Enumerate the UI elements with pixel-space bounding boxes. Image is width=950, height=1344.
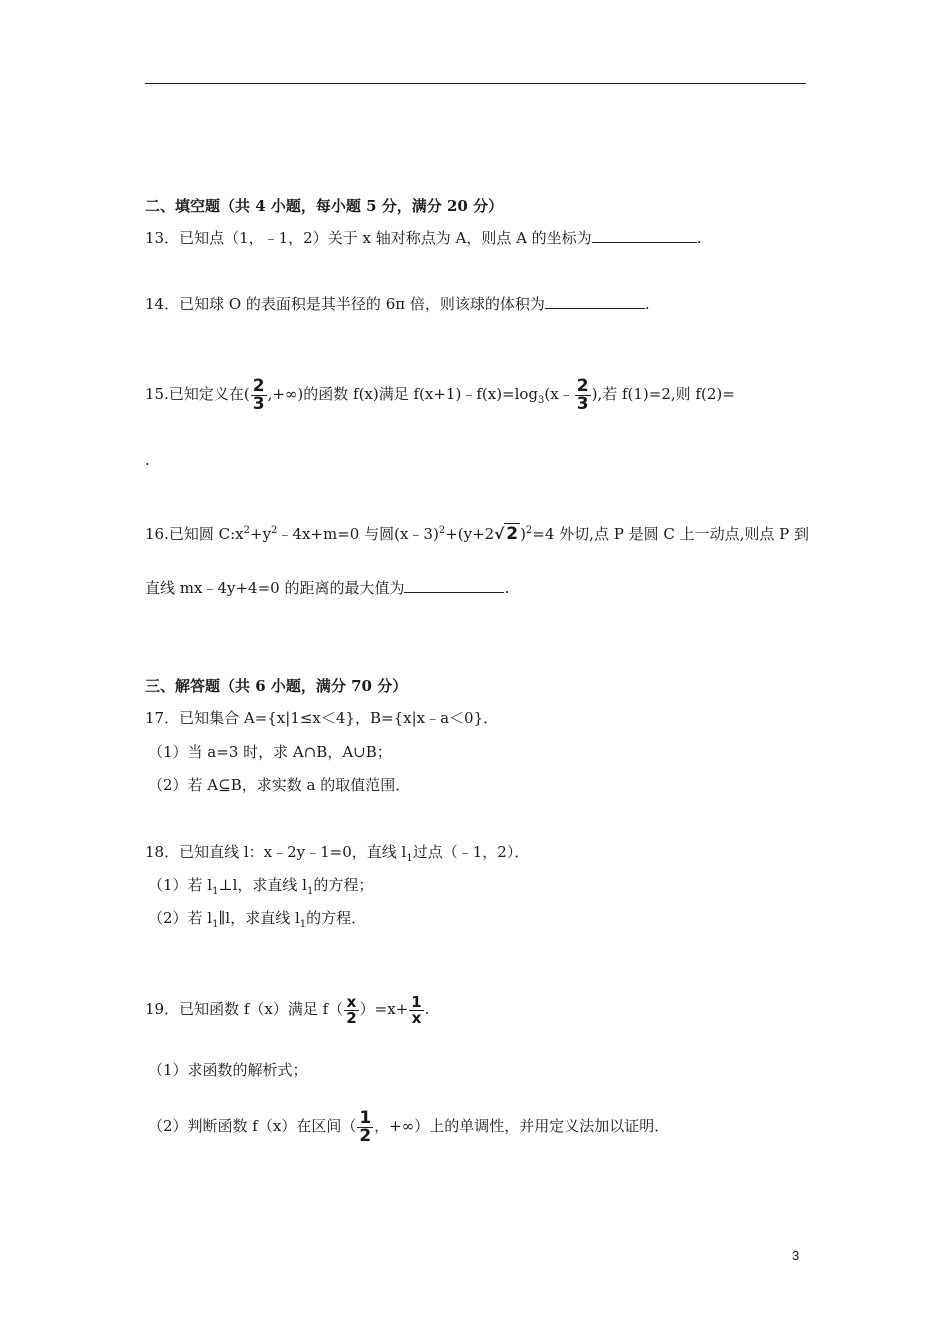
question-19-stem: 19．已知函数 f（x）满足 f（ $\frac{x}{2}$ ）=x+ $\frac{1}{x}$ . bbox=[145, 992, 430, 1027]
question-15-end: . bbox=[145, 451, 150, 469]
question-18-part2: （2）若 $l_1\parallel l$，求直线 $l_1$的方程． bbox=[148, 909, 367, 930]
question-17-part2: （2）若 A⊆B，求实数 a 的取值范围． bbox=[148, 776, 411, 794]
sqrt-two: √ 2 bbox=[494, 524, 519, 544]
fraction-1-over-x: $\frac{1}{x}$ bbox=[411, 992, 422, 1027]
page-number: 3 bbox=[792, 1248, 800, 1263]
question-16-line2: 直线 mx﹣4y+4=0 的距离的最大值为 . bbox=[145, 579, 510, 597]
question-16-line1: 16.已知圆 $C:x^2+y^2﹣4x+m=0$ 与圆(x﹣3)$^2$+(y+2√ 2 )$^2$=4 外切,点 P 是圆 C 上一动点,则点 P 到 bbox=[145, 524, 809, 544]
fraction-one-half: $\frac{1}{2}$ bbox=[359, 1107, 372, 1146]
question-14: 14．已知球 O 的表面积是其半径的 6π 倍，则该球的体积为 . bbox=[145, 295, 650, 313]
question-15: 15.已知定义在( $\frac{2}{3}$ ,+∞)的函数 f(x)满足 $f(x+1)﹣f(x)=\log_3(x﹣$ $\frac{2}{3}$ ),若 f(1)=2,则 f(2)= bbox=[145, 375, 735, 414]
question-18-part1: （1）若 $l_1\perp l$，求直线 $l_1$的方程； bbox=[148, 876, 374, 897]
fraction-two-thirds: $\frac{2}{3}$ bbox=[576, 375, 589, 414]
question-19-part2: （2）判断函数 f（x）在区间（ $\frac{1}{2}$ ，+∞）上的单调性，并用定义法加以证明． bbox=[148, 1107, 670, 1146]
question-17-part1: （1）当 a=3 时，求 A∩B，A∪B； bbox=[148, 743, 392, 761]
section-2-heading: 二、填空题（共 4 小题，每小题 5 分，满分 20 分） bbox=[145, 197, 504, 215]
question-18-stem: 18．已知直线 l：x﹣2y﹣1=0，直线 $l_1$过点（﹣1，2）． bbox=[145, 843, 530, 864]
header-rule bbox=[145, 83, 806, 84]
question-17-stem: 17．已知集合 A={x|1≤x＜4}，B={x|x﹣a＜0}． bbox=[145, 709, 499, 727]
section-3-heading: 三、解答题（共 6 小题，满分 70 分） bbox=[145, 677, 408, 695]
question-13: 13．已知点（1，﹣1，2）关于 x 轴对称点为 A，则点 A 的坐标为 . bbox=[145, 229, 702, 247]
answer-blank-16[interactable] bbox=[404, 578, 504, 593]
question-19-part1: （1）求函数的解析式； bbox=[148, 1061, 308, 1079]
answer-blank-13[interactable] bbox=[592, 228, 697, 243]
answer-blank-14[interactable] bbox=[545, 294, 645, 309]
fraction-two-thirds: $\frac{2}{3}$ bbox=[252, 375, 265, 414]
fraction-x-over-2: $\frac{x}{2}$ bbox=[346, 992, 357, 1027]
